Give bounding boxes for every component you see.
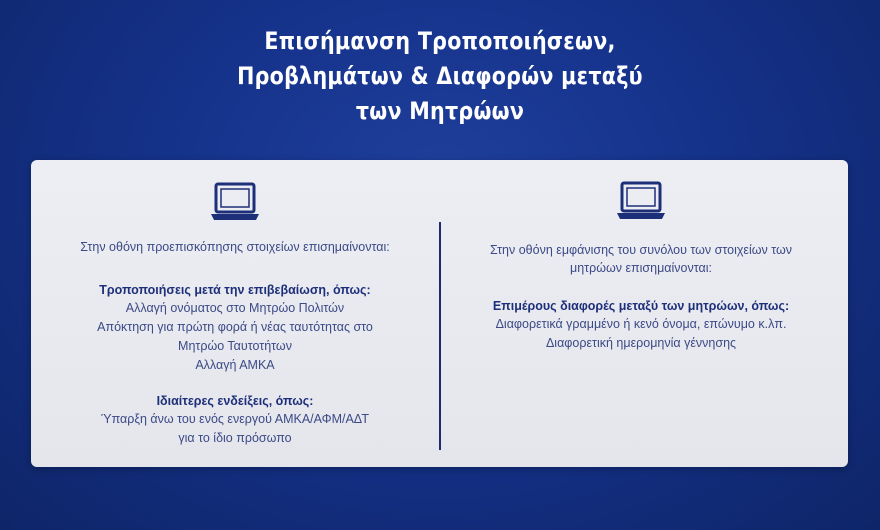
modification-item: Απόκτηση για πρώτη φορά ή νέας ταυτότητας στο <box>97 320 373 334</box>
laptop-icon <box>209 182 261 222</box>
difference-item: Διαφορετική ημερομηνία γέννησης <box>545 336 737 350</box>
modification-item: Μητρώο Ταυτοτήτων <box>178 339 292 353</box>
indication-item: Ύπαρξη άνω του ενός ενεργού ΑΜΚΑ/ΑΦΜ/ΑΔΤ <box>100 412 370 426</box>
indications-heading: Ιδιαίτερες ενδείξεις, όπως: <box>156 394 314 408</box>
right-intro-line: μητρώων επισημαίνονται: <box>570 261 712 275</box>
right-differences-block <box>449 297 833 353</box>
left-intro: Στην οθόνη προεπισκόπησης στοιχείων επισημαίνονται: <box>80 240 390 254</box>
right-intro-line: Στην οθόνη εμφάνισης του συνόλου των στοιχείων των <box>489 243 793 257</box>
left-indications-block <box>39 392 431 448</box>
left-column <box>39 160 431 467</box>
indication-item: για το ίδιο πρόσωπο <box>178 431 292 445</box>
modification-item: Αλλαγή ονόματος στο Μητρώο Πολιτών <box>125 301 345 315</box>
modifications-heading: Τροποποιήσεις μετά την επιβεβαίωση, όπως: <box>99 283 371 297</box>
title-line-3: των Μητρώων <box>355 97 525 125</box>
title-line-2: Προβλημάτων & Διαφορών μεταξύ <box>237 62 643 90</box>
modification-item: Αλλαγή ΑΜΚΑ <box>195 358 275 372</box>
laptop-icon <box>615 181 667 221</box>
column-divider <box>439 222 441 450</box>
slide-title <box>62 24 819 129</box>
differences-heading: Επιμέρους διαφορές μεταξύ των μητρώων, όπως: <box>492 299 790 313</box>
right-intro <box>449 241 833 277</box>
left-modifications-block <box>39 281 431 375</box>
content-card <box>31 160 848 467</box>
title-line-1: Επισήμανση Τροποποιήσεων, <box>264 27 616 55</box>
right-column <box>449 160 833 467</box>
difference-item: Διαφορετικά γραμμένο ή κενό όνομα, επώνυμο κ.λπ. <box>495 317 787 331</box>
